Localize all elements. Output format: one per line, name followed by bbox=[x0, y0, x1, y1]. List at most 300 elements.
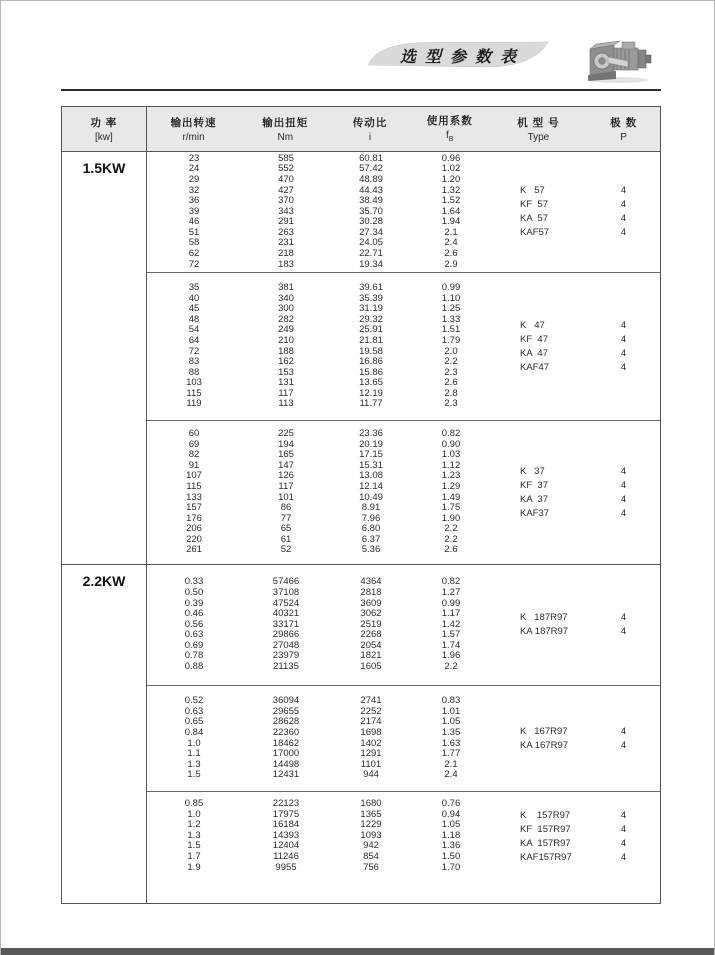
table-cell: 2.0 bbox=[444, 345, 458, 357]
table-cell: 1093 bbox=[360, 829, 382, 841]
table-cell: 1.50 bbox=[441, 850, 461, 862]
table-cell: 427 bbox=[278, 184, 294, 196]
column-header-torque: 输出扭矩 Nm bbox=[262, 116, 309, 143]
type-row bbox=[520, 725, 660, 739]
table-cell: 2.1 bbox=[444, 226, 458, 238]
table-cell: 101 bbox=[278, 491, 294, 503]
table-cell: 57466 bbox=[272, 576, 300, 588]
table-cell: 2.2 bbox=[444, 533, 458, 545]
poles-value: 4 bbox=[620, 213, 627, 224]
type-row bbox=[520, 184, 660, 198]
type-row bbox=[520, 809, 660, 823]
model-type: KAF57 bbox=[520, 227, 550, 238]
table-cell: 11.77 bbox=[359, 398, 383, 410]
table-cell: 2.6 bbox=[444, 544, 458, 556]
table-cell: 1.5 bbox=[187, 840, 201, 852]
table-cell: 83 bbox=[188, 356, 200, 368]
table-cell: 1821 bbox=[360, 650, 382, 662]
table-row bbox=[147, 799, 491, 810]
table-cell: 88 bbox=[188, 366, 200, 378]
table-cell: 854 bbox=[363, 850, 379, 862]
ratio-block bbox=[147, 565, 660, 685]
table-cell: 1.49 bbox=[441, 491, 461, 503]
table-cell: 0.65 bbox=[184, 716, 204, 728]
table-cell: 12404 bbox=[272, 840, 300, 852]
table-cell: 23.36 bbox=[359, 427, 383, 439]
table-cell: 0.88 bbox=[184, 661, 204, 673]
table-cell: 37108 bbox=[272, 586, 300, 598]
table-cell: 20.19 bbox=[359, 438, 383, 450]
table-cell: 25.91 bbox=[359, 324, 383, 336]
table-cell: 8.91 bbox=[361, 502, 381, 514]
table-cell: 45 bbox=[188, 303, 200, 315]
table-cell: 552 bbox=[278, 163, 294, 175]
table-cell: 282 bbox=[278, 313, 294, 325]
table-cell: 72 bbox=[188, 345, 200, 357]
poles-value: 4 bbox=[620, 199, 627, 210]
table-cell: 2174 bbox=[360, 716, 382, 728]
selection-table bbox=[61, 106, 661, 904]
table-cell: 1.75 bbox=[441, 502, 461, 514]
table-cell: 61 bbox=[280, 533, 292, 545]
table-cell: 1.42 bbox=[441, 618, 461, 630]
table-cell: 2.2 bbox=[444, 661, 458, 673]
table-cell: 340 bbox=[278, 292, 294, 304]
table-cell: 115 bbox=[186, 387, 202, 399]
table-row bbox=[147, 283, 491, 294]
table-cell: 1.1 bbox=[187, 748, 201, 760]
table-cell: 1.63 bbox=[441, 737, 461, 749]
model-type: KA 37 bbox=[520, 493, 548, 505]
table-cell: 13.65 bbox=[359, 377, 383, 389]
table-cell: 36 bbox=[188, 195, 200, 207]
table-cell: 165 bbox=[278, 449, 294, 461]
ratio-block bbox=[147, 420, 660, 564]
table-cell: 48 bbox=[188, 313, 200, 325]
table-row bbox=[147, 770, 491, 781]
table-cell: 0.99 bbox=[441, 597, 461, 609]
table-cell: 107 bbox=[186, 470, 202, 482]
table-cell: 381 bbox=[278, 281, 294, 293]
table-cell: 0.99 bbox=[441, 281, 461, 293]
table-cell: 1.77 bbox=[441, 748, 461, 760]
type-row bbox=[520, 465, 660, 479]
table-cell: 60.81 bbox=[359, 152, 383, 164]
table-cell: 1.64 bbox=[441, 205, 461, 217]
table-cell: 91 bbox=[188, 459, 200, 471]
model-type: KA 47 bbox=[520, 347, 548, 359]
table-cell: 69 bbox=[188, 438, 200, 450]
section-blocks bbox=[147, 565, 660, 903]
table-cell: 5.36 bbox=[361, 544, 381, 556]
table-cell: 17000 bbox=[272, 748, 300, 760]
table-cell: 58 bbox=[188, 237, 200, 249]
table-cell: 14393 bbox=[272, 829, 300, 841]
column-header-poles: 极 数 P bbox=[610, 116, 638, 143]
table-cell: 1.94 bbox=[441, 216, 461, 228]
type-row bbox=[520, 851, 660, 865]
type-list bbox=[491, 792, 660, 903]
table-cell: 133 bbox=[186, 491, 202, 503]
model-type: K 37 bbox=[520, 465, 545, 477]
type-list bbox=[491, 273, 660, 420]
table-cell: 30.28 bbox=[359, 216, 383, 228]
type-row bbox=[520, 333, 660, 347]
table-cell: 14498 bbox=[272, 758, 300, 770]
table-cell: 2.2 bbox=[444, 356, 458, 368]
type-row bbox=[520, 361, 660, 375]
model-type: K 57 bbox=[520, 185, 545, 196]
table-cell: 231 bbox=[278, 237, 294, 249]
type-row bbox=[520, 226, 660, 240]
table-cell: 0.82 bbox=[441, 576, 461, 588]
poles-value: 4 bbox=[620, 725, 627, 737]
table-cell: 2.9 bbox=[444, 258, 458, 270]
table-cell: 9955 bbox=[275, 861, 297, 873]
table-row bbox=[147, 336, 491, 347]
type-row bbox=[520, 739, 660, 753]
table-cell: 1101 bbox=[360, 758, 382, 770]
table-cell: 0.84 bbox=[184, 726, 204, 738]
table-cell: 12.19 bbox=[359, 387, 383, 399]
table-cell: 218 bbox=[278, 248, 294, 260]
data-rows bbox=[147, 421, 491, 564]
poles-value: 4 bbox=[620, 739, 627, 751]
poles-value: 4 bbox=[620, 507, 627, 519]
power-section bbox=[62, 564, 660, 903]
table-cell: 86 bbox=[280, 502, 292, 514]
table-cell: 48.89 bbox=[359, 173, 383, 185]
table-cell: 206 bbox=[186, 523, 202, 535]
type-list bbox=[491, 421, 660, 564]
table-row bbox=[147, 399, 491, 410]
table-cell: 194 bbox=[278, 438, 294, 450]
table-cell: 2.4 bbox=[444, 237, 458, 249]
model-type: KF 47 bbox=[520, 333, 548, 345]
table-cell: 0.85 bbox=[184, 798, 204, 809]
type-row bbox=[520, 625, 660, 639]
table-cell: 22.71 bbox=[359, 248, 383, 260]
column-header-service-factor: 使用系数 $f_B$ bbox=[426, 114, 473, 143]
table-row bbox=[147, 429, 491, 440]
table-cell: 0.94 bbox=[441, 808, 461, 820]
table-cell: 1698 bbox=[360, 726, 382, 738]
table-cell: 21135 bbox=[273, 661, 299, 673]
table-cell: 117 bbox=[278, 480, 294, 492]
table-cell: 153 bbox=[278, 366, 294, 378]
table-cell: 24 bbox=[188, 163, 200, 175]
table-cell: 0.52 bbox=[184, 695, 204, 707]
table-cell: 29.32 bbox=[359, 313, 383, 325]
table-cell: 370 bbox=[278, 195, 294, 207]
column-header-ratio: 传动比 i bbox=[352, 116, 388, 143]
table-row bbox=[147, 482, 491, 493]
table-cell: 29866 bbox=[272, 629, 300, 641]
table-cell: 0.82 bbox=[441, 427, 461, 439]
table-cell: 1.27 bbox=[441, 586, 461, 598]
table-cell: 2.3 bbox=[444, 398, 458, 410]
table-cell: 119 bbox=[186, 398, 202, 410]
table-cell: 1.2 bbox=[187, 819, 201, 831]
table-cell: 11246 bbox=[273, 850, 299, 862]
table-cell: 27.34 bbox=[359, 226, 383, 238]
table-cell: 36094 bbox=[272, 695, 300, 707]
table-cell: 1.18 bbox=[441, 829, 461, 841]
table-cell: 1291 bbox=[360, 748, 382, 760]
table-row bbox=[147, 545, 491, 556]
table-row bbox=[147, 175, 491, 186]
table-cell: 27048 bbox=[272, 639, 300, 651]
table-cell: 0.46 bbox=[184, 608, 204, 620]
table-cell: 15.31 bbox=[359, 459, 383, 471]
model-type: KA 57 bbox=[520, 213, 548, 224]
table-cell: 2.6 bbox=[444, 377, 458, 389]
column-header-type: 机 型 号 Type bbox=[517, 116, 560, 143]
table-cell: 0.76 bbox=[441, 798, 461, 809]
table-cell: 1.02 bbox=[441, 163, 461, 175]
table-cell: 183 bbox=[278, 258, 294, 270]
table-row bbox=[147, 260, 491, 271]
poles-value: 4 bbox=[620, 612, 627, 623]
table-cell: 1.35 bbox=[441, 726, 461, 738]
table-cell: 23 bbox=[188, 152, 200, 164]
type-row bbox=[520, 319, 660, 333]
type-row bbox=[520, 823, 660, 837]
table-cell: 51 bbox=[188, 226, 200, 238]
table-cell: 1.3 bbox=[187, 758, 201, 770]
table-cell: 944 bbox=[363, 769, 379, 781]
type-row bbox=[520, 837, 660, 851]
table-cell: 1.10 bbox=[441, 292, 461, 304]
table-cell: 1.33 bbox=[441, 313, 461, 325]
table-cell: 0.83 bbox=[441, 695, 461, 707]
table-cell: 46 bbox=[188, 216, 200, 228]
model-type: KF 157R97 bbox=[520, 824, 571, 835]
table-cell: 0.63 bbox=[184, 629, 204, 641]
table-cell: 291 bbox=[278, 216, 294, 228]
table-cell: 1.29 bbox=[441, 480, 461, 492]
table-cell: 35.39 bbox=[359, 292, 383, 304]
model-type: KF 57 bbox=[520, 199, 548, 210]
table-cell: 35.70 bbox=[359, 205, 383, 217]
poles-value: 4 bbox=[620, 319, 627, 331]
table-cell: 38.49 bbox=[359, 195, 383, 207]
table-cell: 343 bbox=[278, 205, 294, 217]
table-cell: 1.3 bbox=[187, 829, 201, 841]
table-cell: 115 bbox=[186, 480, 202, 492]
table-cell: 1680 bbox=[360, 798, 382, 809]
table-cell: 261 bbox=[186, 544, 202, 556]
table-cell: 585 bbox=[278, 152, 294, 164]
table-cell: 103 bbox=[186, 377, 202, 389]
table-cell: 31.19 bbox=[359, 303, 383, 315]
table-cell: 157 bbox=[186, 502, 202, 514]
table-cell: 40 bbox=[188, 292, 200, 304]
table-cell: 35 bbox=[188, 281, 200, 293]
type-row bbox=[520, 493, 660, 507]
table-cell: 1.57 bbox=[441, 629, 461, 641]
table-cell: 220 bbox=[186, 533, 202, 545]
type-row bbox=[520, 507, 660, 521]
ratio-block bbox=[147, 152, 660, 272]
table-cell: 1402 bbox=[360, 737, 382, 749]
table-cell: 4364 bbox=[360, 576, 382, 588]
poles-value: 4 bbox=[620, 852, 627, 863]
table-cell: 82 bbox=[188, 449, 200, 461]
table-cell: 2.4 bbox=[444, 769, 458, 781]
table-cell: 2.8 bbox=[444, 387, 458, 399]
gear-motor-image bbox=[584, 35, 656, 85]
table-cell: 40321 bbox=[272, 608, 300, 620]
page-header bbox=[1, 1, 714, 89]
table-cell: 2.3 bbox=[444, 366, 458, 378]
table-cell: 12.14 bbox=[359, 480, 383, 492]
table-cell: 942 bbox=[363, 840, 379, 852]
table-cell: 1.79 bbox=[441, 334, 461, 346]
table-cell: 756 bbox=[363, 861, 379, 873]
model-type: K 157R97 bbox=[520, 810, 571, 821]
table-cell: 2519 bbox=[360, 618, 382, 630]
table-cell: 1605 bbox=[360, 661, 382, 673]
table-cell: 47524 bbox=[272, 597, 300, 609]
table-cell: 29655 bbox=[272, 705, 300, 717]
table-cell: 6.37 bbox=[361, 533, 381, 545]
table-cell: 62 bbox=[188, 248, 200, 260]
table-cell: 0.50 bbox=[184, 586, 204, 598]
table-cell: 2.6 bbox=[444, 248, 458, 260]
data-rows bbox=[147, 792, 491, 903]
table-row bbox=[147, 728, 491, 739]
table-cell: 1.5 bbox=[187, 769, 201, 781]
table-cell: 19.58 bbox=[359, 345, 383, 357]
table-cell: 0.69 bbox=[184, 639, 204, 651]
table-row bbox=[147, 852, 491, 863]
table-cell: 16.86 bbox=[359, 356, 383, 368]
table-cell: 126 bbox=[278, 470, 294, 482]
page-title: 选型参数表 bbox=[399, 49, 525, 66]
table-cell: 19.34 bbox=[359, 258, 383, 270]
table-cell: 22123 bbox=[272, 798, 300, 809]
table-cell: 263 bbox=[278, 226, 294, 238]
table-cell: 0.90 bbox=[441, 438, 461, 450]
section-blocks bbox=[147, 152, 660, 564]
table-cell: 1.25 bbox=[441, 303, 461, 315]
poles-value: 4 bbox=[620, 479, 627, 491]
table-cell: 18462 bbox=[272, 737, 300, 749]
data-rows bbox=[147, 565, 491, 685]
ratio-block bbox=[147, 791, 660, 903]
model-type: K 187R97 bbox=[520, 612, 568, 623]
table-cell: 147 bbox=[278, 459, 294, 471]
model-type: KA 157R97 bbox=[520, 838, 571, 849]
table-cell: 1365 bbox=[360, 808, 382, 820]
poles-value: 4 bbox=[620, 626, 627, 637]
table-cell: 17975 bbox=[272, 808, 300, 820]
table-cell: 57.42 bbox=[359, 163, 383, 175]
table-cell: 162 bbox=[278, 356, 294, 368]
type-row bbox=[520, 611, 660, 625]
table-cell: 0.78 bbox=[184, 650, 204, 662]
table-cell: 1.32 bbox=[441, 184, 461, 196]
table-cell: 2.1 bbox=[444, 758, 458, 770]
table-cell: 72 bbox=[188, 258, 200, 270]
table-cell: 32 bbox=[188, 184, 200, 196]
poles-value: 4 bbox=[620, 493, 627, 505]
table-body bbox=[62, 152, 660, 903]
table-cell: 0.33 bbox=[184, 576, 204, 588]
type-row bbox=[520, 479, 660, 493]
type-row bbox=[520, 198, 660, 212]
table-cell: 24.05 bbox=[359, 237, 383, 249]
table-cell: 117 bbox=[278, 387, 294, 399]
table-cell: 1.74 bbox=[441, 639, 461, 651]
table-cell: 2741 bbox=[360, 695, 382, 707]
table-cell: 1.7 bbox=[187, 850, 201, 862]
table-cell: 113 bbox=[278, 398, 294, 410]
table-cell: 44.43 bbox=[359, 184, 383, 196]
column-header-speed: 输出转速 r/min bbox=[170, 116, 217, 143]
table-cell: 10.49 bbox=[359, 491, 383, 503]
table-cell: 1.52 bbox=[441, 195, 461, 207]
table-cell: 210 bbox=[278, 334, 294, 346]
poles-value: 4 bbox=[620, 810, 627, 821]
header-rule bbox=[61, 89, 661, 91]
type-list bbox=[491, 152, 660, 272]
power-label: 1.5KW bbox=[62, 152, 147, 564]
table-cell: 470 bbox=[278, 173, 294, 185]
table-cell: 1.20 bbox=[441, 173, 461, 185]
table-cell: 1.03 bbox=[441, 449, 461, 461]
page-bottom-bar bbox=[1, 948, 714, 955]
table-cell: 1.9 bbox=[187, 861, 201, 873]
model-type: KAF157R97 bbox=[520, 852, 572, 863]
table-cell: 23979 bbox=[272, 650, 300, 662]
table-cell: 188 bbox=[278, 345, 294, 357]
poles-value: 4 bbox=[620, 185, 627, 196]
table-cell: 1.90 bbox=[441, 512, 461, 524]
table-cell: 1.70 bbox=[441, 861, 461, 873]
table-cell: 16184 bbox=[272, 819, 300, 831]
table-cell: 1.23 bbox=[441, 470, 461, 482]
table-cell: 0.63 bbox=[184, 705, 204, 717]
poles-value: 4 bbox=[620, 347, 627, 359]
table-cell: 2268 bbox=[360, 629, 382, 641]
table-cell: 29 bbox=[188, 173, 200, 185]
type-row bbox=[520, 212, 660, 226]
model-type: KAF37 bbox=[520, 507, 550, 519]
poles-value: 4 bbox=[620, 838, 627, 849]
table-cell: 3609 bbox=[360, 597, 382, 609]
table-cell: 0.96 bbox=[441, 152, 461, 164]
table-cell: 39.61 bbox=[359, 281, 383, 293]
table-cell: 1.51 bbox=[441, 324, 461, 336]
poles-value: 4 bbox=[620, 824, 627, 835]
type-row bbox=[520, 347, 660, 361]
table-cell: 176 bbox=[186, 512, 202, 524]
table-cell: 1.0 bbox=[187, 808, 201, 820]
poles-value: 4 bbox=[620, 333, 627, 345]
table-cell: 2252 bbox=[360, 705, 382, 717]
table-cell: 54 bbox=[188, 324, 200, 336]
table-cell: 3062 bbox=[360, 608, 382, 620]
model-type: K 167R97 bbox=[520, 725, 568, 737]
table-cell: 300 bbox=[278, 303, 294, 315]
table-cell: 1.17 bbox=[441, 608, 461, 620]
table-cell: 13.08 bbox=[359, 470, 383, 482]
ratio-block bbox=[147, 272, 660, 420]
table-cell: 15.86 bbox=[359, 366, 383, 378]
table-cell: 1.05 bbox=[441, 716, 461, 728]
